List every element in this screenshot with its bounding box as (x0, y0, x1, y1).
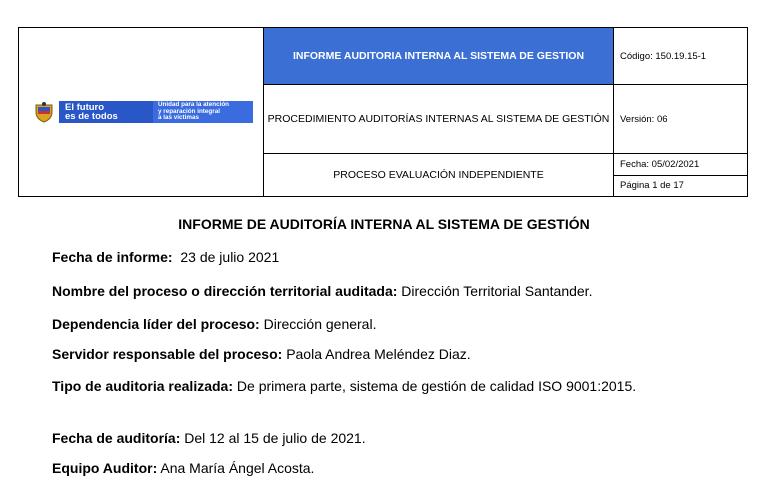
field-value: 23 de julio 2021 (180, 249, 280, 265)
field-value: Del 12 al 15 de julio de 2021. (184, 430, 366, 446)
date-page-cell (614, 154, 748, 197)
document-header-table (18, 27, 748, 197)
field-value: De primera parte, sistema de gestión de calidad ISO 9001:2015. (236, 378, 637, 394)
institution-logo (29, 101, 253, 123)
tagline-line-2: y reparación integral (158, 107, 220, 115)
report-title-cell: INFORME AUDITORIA INTERNA AL SISTEMA DE GESTION (264, 28, 614, 85)
field-value: Dirección Territorial Santander. (401, 283, 593, 299)
audit-date-field (52, 430, 718, 447)
field-label: Tipo de auditoria realizada: (52, 378, 234, 394)
procedure-cell: PROCEDIMIENTO AUDITORÍAS INTERNAS AL SISTEMA DE GESTIÓN (264, 85, 614, 154)
field-value: Dirección general. (263, 316, 377, 332)
audit-type-field (52, 378, 718, 395)
field-label: Fecha de auditoría: (52, 430, 181, 446)
process-cell: PROCESO EVALUACIÓN INDEPENDIENTE (264, 154, 614, 197)
lead-dependency-field (52, 316, 718, 333)
responsible-servant-field (52, 346, 718, 363)
brand-text (59, 101, 153, 123)
logo-cell (19, 28, 264, 197)
field-label: Nombre del proceso o dirección territorial auditada: (52, 283, 398, 299)
document-title: INFORME DE AUDITORÍA INTERNA AL SISTEMA DE GESTIÓN (178, 216, 590, 232)
brand-tagline (153, 101, 253, 123)
audit-team-field (52, 460, 718, 477)
field-label: Equipo Auditor: (52, 460, 158, 476)
tagline-line-3: a las víctimas (158, 114, 199, 122)
date-text: Fecha: 05/02/2021 (620, 158, 700, 170)
report-date-field (52, 249, 718, 266)
page-number-text: Página 1 de 17 (614, 175, 747, 197)
field-label: Dependencia líder del proceso: (52, 316, 260, 332)
field-value: Paola Andrea Meléndez Diaz. (286, 346, 471, 362)
field-label: Servidor responsable del proceso: (52, 346, 283, 362)
code-cell: Código: 150.19.15-1 (614, 28, 748, 85)
tagline-line-1: Unidad para la atención (158, 101, 230, 109)
version-cell: Versión: 06 (614, 85, 748, 154)
field-label: Fecha de informe: (52, 249, 173, 265)
brand-line-2: es de todos (65, 111, 118, 122)
brand-line-1: El futuro (65, 102, 105, 113)
field-value: Ana María Ángel Acosta. (160, 460, 315, 476)
coat-of-arms-icon (29, 101, 59, 123)
process-name-field (52, 283, 718, 300)
